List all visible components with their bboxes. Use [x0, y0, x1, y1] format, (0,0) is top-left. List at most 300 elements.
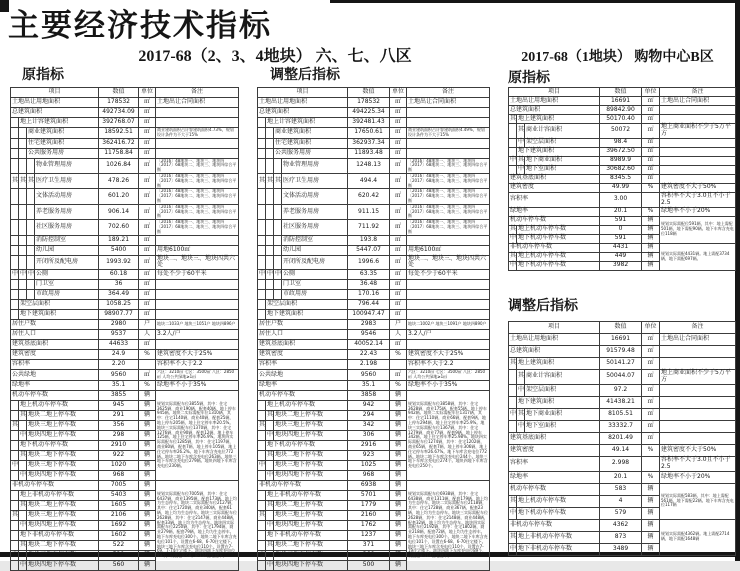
item-unit: 辆: [139, 520, 156, 530]
item-value: 39672.50: [600, 147, 642, 156]
item-label: 地下建筑面积: [19, 310, 99, 320]
item-label: 架空层面积: [19, 300, 99, 310]
item-remark: [407, 280, 490, 290]
item-unit: ㎡: [139, 128, 156, 139]
col-header-remark: 备注: [156, 88, 239, 98]
hierarchy-marker: 中: [518, 165, 525, 173]
item-value: 170.16: [348, 290, 390, 300]
hierarchy-marker: [27, 158, 35, 173]
item-value: 620.42: [348, 189, 390, 204]
hierarchy-marker: [509, 165, 517, 174]
item-unit: ㎡: [390, 148, 407, 158]
table-row: [509, 358, 736, 370]
hierarchy-marker: 中: [11, 270, 19, 280]
table-row: [258, 173, 490, 188]
right-group-subtitle: 2017-68（1地块） 购物中心B区: [521, 50, 714, 65]
item-remark: 规划实际需配4362辆。地上需配2714辆，地下需配1648辆: [660, 519, 736, 555]
hierarchy-marker: 中: [27, 270, 35, 280]
item-unit: ㎡: [390, 290, 407, 300]
item-value: 9560: [99, 370, 139, 381]
item-label: 文体活动用房: [282, 189, 348, 204]
hierarchy-marker: [266, 158, 274, 173]
item-value: 362937.34: [348, 138, 390, 148]
item-unit: 辆: [642, 507, 660, 519]
hierarchy-marker: [274, 220, 282, 235]
item-label: 社区服务用房: [35, 220, 99, 235]
hierarchy-marker: [258, 220, 266, 235]
hierarchy-marker: [266, 189, 274, 204]
item-value: 33332.7: [600, 420, 642, 432]
item-remark: 商业建筑面积占计容建筑面积4.49%，规划设计条件为不大于15%: [407, 128, 490, 139]
item-value: 591: [600, 216, 642, 225]
item-unit: ㎡: [642, 174, 660, 183]
hierarchy-marker: 其: [266, 173, 274, 188]
item-label: 公共绿地: [258, 370, 348, 381]
item-label: 架空层面积: [525, 138, 600, 147]
hierarchy-marker: [509, 420, 517, 432]
item-value: 2916: [348, 440, 390, 450]
item-unit: ㎡: [642, 408, 660, 420]
table-row: [11, 118, 239, 128]
item-label: 公厕: [35, 270, 99, 280]
hierarchy-marker: [258, 235, 266, 245]
hierarchy-marker: [258, 158, 266, 173]
item-remark: 〔2016〕48地块一、地块三、地块四〔2017〕68地块二、地块三、地块四综合平衡: [156, 204, 239, 219]
item-value: 291: [99, 410, 139, 420]
hierarchy-marker: [11, 148, 19, 158]
hierarchy-marker: [258, 118, 266, 128]
item-value: 36.48: [348, 280, 390, 290]
item-remark: 绿地率不小于20%: [660, 207, 736, 216]
item-value: 711.92: [348, 220, 390, 235]
hierarchy-marker: [19, 550, 27, 560]
item-remark: 〔2016〕48地块一、地块三、地块四〔2017〕68地块二、地块三、地块四综合平衡: [407, 189, 490, 204]
item-remark: 规划实际需配车位7005辆，其中：住宅6437辆，商业1395辆，配套173辆，地上均为生态停车。地块二实际需配车位2127辆，其中：住宅1720辆，商业340辆，配套61辆，地上均为生态停车。地块三实际需配车位2628辆，其中：住宅2147辆，商业448辆，配套33辆，地上均为生态停车。地块四实际需配车位2250辆，其中：住宅1794辆，商业279辆，配套79辆，地上均为生态停车。地下车库充电位300个。地块二地下车库含充电位101个，设置在6-68、6-70住宅楼下。地块三地下车库含充电位110个，设置在7-69、7-74住宅楼下。地块四地下车库充电位89个，设置在8-68、8-114住宅楼下。: [156, 480, 239, 570]
item-value: 5447.07: [348, 245, 390, 255]
header-row: [509, 88, 736, 97]
col-header-unit: 单位: [642, 88, 660, 97]
item-unit: 辆: [642, 519, 660, 531]
item-value: 24.9: [99, 350, 139, 360]
item-label: 地块二地上停车数: [27, 410, 99, 420]
hierarchy-marker: [27, 290, 35, 300]
item-label: 地块四地上停车数: [274, 520, 348, 530]
hierarchy-marker: [258, 520, 266, 530]
item-unit: ㎡: [139, 158, 156, 173]
item-remark: 〔2016〕48地块一、地块三、地块四〔2017〕68地块二、地块三、地块四综合平衡: [407, 158, 490, 173]
item-value: 20.1: [600, 471, 642, 483]
table-right-adjusted-indicators: [508, 321, 735, 556]
hierarchy-marker: [258, 540, 266, 550]
item-label: 住宅建筑面积: [27, 138, 99, 148]
item-label: 地块四地下停车数: [27, 470, 99, 480]
item-label: 地块四地上停车数: [27, 430, 99, 440]
table-row: [11, 148, 239, 158]
item-remark: [156, 340, 239, 350]
item-value: 5400: [99, 245, 139, 255]
item-value: 9537: [99, 330, 139, 340]
table-row: [11, 108, 239, 118]
hierarchy-marker: 其: [509, 358, 517, 370]
item-remark: 用地6100㎡: [156, 245, 239, 255]
item-value: 4362: [600, 519, 642, 531]
hierarchy-marker: [509, 124, 517, 139]
item-value: 1058.25: [99, 300, 139, 310]
item-value: 16691: [600, 334, 642, 346]
item-unit: ㎡: [390, 370, 407, 381]
col-header-item: 项目: [258, 88, 348, 98]
item-unit: %: [390, 380, 407, 390]
item-value: 362416.72: [99, 138, 139, 148]
hierarchy-marker: [266, 460, 274, 470]
hierarchy-marker: 其: [258, 510, 266, 520]
item-remark: 地上商业面积不少于5万平方: [660, 370, 736, 385]
hierarchy-marker: 中: [510, 234, 517, 242]
table-row: [509, 471, 736, 483]
item-value: 9560: [348, 370, 390, 381]
item-remark: [156, 138, 239, 148]
hierarchy-marker: 其: [11, 420, 19, 430]
item-label: 容积率: [509, 192, 600, 207]
item-unit: 户: [139, 320, 156, 330]
item-label: 机动车停车数: [258, 390, 348, 400]
item-label: 总建筑面积: [11, 108, 99, 118]
table-row: [258, 390, 490, 400]
hierarchy-marker: [19, 255, 27, 270]
item-unit: 辆: [642, 261, 660, 270]
item-label: 商业建筑面积: [274, 128, 348, 139]
table-row: [509, 147, 736, 156]
item-remark: [660, 420, 736, 432]
item-value: 968: [348, 470, 390, 480]
item-value: 1026.84: [99, 158, 139, 173]
item-label: 地下机动车停车数: [517, 507, 600, 519]
hierarchy-marker: [19, 290, 27, 300]
item-value: 923: [348, 450, 390, 460]
table-row: [11, 320, 239, 330]
item-remark: 地上商业面积不少于5万平方: [660, 124, 736, 139]
item-unit: ㎡: [139, 245, 156, 255]
item-label: 地上非机动车停车数: [266, 490, 348, 500]
item-value: 3982: [600, 261, 642, 270]
item-label: 商业计容面积: [525, 370, 600, 385]
item-unit: 人: [139, 330, 156, 340]
item-label: 地下室面积: [525, 165, 600, 174]
item-value: 494.4: [348, 173, 390, 188]
item-value: 3.00: [600, 192, 642, 207]
item-remark: 〔2016〕48地块一、地块三、地块四〔2017〕68地块二、地块三、地块四综合平衡: [156, 173, 239, 188]
item-label: 地上非机动车停车数: [19, 490, 99, 500]
item-label: 绿地率: [509, 207, 600, 216]
hierarchy-marker: [19, 204, 27, 219]
item-value: 392481.43: [348, 118, 390, 128]
sheet-border-top: [330, 0, 740, 3]
item-label: 地上计容建筑面积: [266, 118, 348, 128]
item-value: 100947.47: [348, 310, 390, 320]
item-unit: ㎡: [390, 108, 407, 118]
item-unit: ㎡: [139, 204, 156, 219]
item-unit: ㎡: [390, 189, 407, 204]
item-remark: 容积率不大于3.0且不小于2.5: [660, 192, 736, 207]
item-unit: ㎡: [390, 280, 407, 290]
item-label: 绿地率: [509, 471, 600, 483]
item-unit: ㎡: [642, 420, 660, 432]
item-remark: 土地出让合同面积: [156, 98, 239, 108]
item-value: 98.4: [600, 138, 642, 147]
table-row: [509, 106, 736, 115]
item-unit: ㎡: [139, 148, 156, 158]
hierarchy-marker: [19, 235, 27, 245]
indicator-table: [10, 87, 239, 571]
item-value: 1602: [99, 530, 139, 540]
item-label: 地上机动车停车数: [266, 400, 348, 410]
item-remark: [156, 118, 239, 128]
item-remark: 〔2016〕48地块一、地块三、地块四〔2017〕68地块二、地块三、地块四综合平衡: [407, 220, 490, 235]
item-unit: 辆: [642, 216, 660, 225]
item-label: 地块二地下停车数: [27, 540, 99, 550]
item-remark: 〔2016〕48地块一、地块三、地块四〔2017〕68地块二、地块三、地块四综合平衡: [156, 158, 239, 173]
item-value: 36: [99, 280, 139, 290]
item-unit: 辆: [390, 470, 407, 480]
item-remark: [156, 310, 239, 320]
item-label: 幼儿园: [35, 245, 99, 255]
item-value: 306: [348, 430, 390, 440]
item-value: 1692: [99, 520, 139, 530]
right-original-section-label: 原指标: [508, 71, 550, 86]
item-unit: 辆: [390, 430, 407, 440]
item-unit: ㎡: [390, 128, 407, 139]
table-row: [11, 310, 239, 320]
item-value: 494225.34: [348, 108, 390, 118]
item-unit: ㎡: [139, 98, 156, 108]
item-remark: 土地出让合同面积: [407, 98, 490, 108]
hierarchy-marker: 中: [19, 520, 27, 530]
item-label: 物业管理用房: [282, 158, 348, 173]
table-row: [509, 207, 736, 216]
hierarchy-marker: 中: [11, 550, 19, 560]
item-unit: 辆: [390, 400, 407, 410]
table-row: [11, 270, 239, 280]
item-unit: 辆: [390, 540, 407, 550]
table-row: [258, 118, 490, 128]
item-value: 8989.9: [600, 156, 642, 165]
hierarchy-marker: 其: [509, 531, 517, 543]
item-unit: ㎡: [642, 156, 660, 165]
table-row: [258, 280, 490, 290]
item-label: 建筑密度: [509, 444, 600, 456]
table-row: [258, 148, 490, 158]
item-remark: [660, 138, 736, 147]
item-value: 911.15: [348, 204, 390, 219]
hierarchy-marker: [266, 280, 274, 290]
item-label: 机动车停车数: [509, 483, 600, 495]
hierarchy-marker: [11, 490, 19, 500]
item-unit: ㎡: [139, 310, 156, 320]
table-row: [509, 408, 736, 420]
item-unit: ㎡: [139, 280, 156, 290]
item-value: 41438.21: [600, 396, 642, 408]
item-unit: 辆: [642, 495, 660, 507]
hierarchy-marker: 中: [19, 430, 27, 440]
item-unit: ㎡: [139, 340, 156, 350]
item-unit: ㎡: [390, 235, 407, 245]
item-unit: 辆: [139, 410, 156, 420]
item-remark: 六区：3210㎡ 七区：3500㎡ 八区：2850㎡ 人均公共绿地≥1㎡: [407, 370, 490, 381]
item-label: 地块三地下停车数: [27, 550, 99, 560]
hierarchy-marker: [274, 245, 282, 255]
item-remark: [407, 235, 490, 245]
item-unit: 辆: [390, 510, 407, 520]
item-remark: 容积率不大于2.2: [407, 360, 490, 370]
col-header-remark: 备注: [407, 88, 490, 98]
item-remark: [660, 396, 736, 408]
hierarchy-marker: [274, 189, 282, 204]
table-row: [258, 270, 490, 280]
item-value: 560: [99, 560, 139, 570]
hierarchy-marker: [19, 138, 27, 148]
item-value: 2.998: [600, 456, 642, 471]
item-label: 土地出让用地面积: [509, 97, 600, 106]
hierarchy-marker: [11, 530, 19, 540]
hierarchy-marker: [258, 128, 266, 139]
item-unit: 辆: [390, 460, 407, 470]
table-row: [258, 138, 490, 148]
item-value: 3855: [99, 390, 139, 400]
item-unit: %: [642, 183, 660, 192]
item-label: 公共服务用房: [274, 148, 348, 158]
table-row: [509, 432, 736, 444]
hierarchy-marker: [258, 310, 266, 320]
hierarchy-marker: [509, 396, 517, 408]
hierarchy-marker: [11, 440, 19, 450]
item-remark: 每处不少于60平米: [156, 270, 239, 280]
hierarchy-marker: 中: [19, 270, 27, 280]
table-row: [258, 290, 490, 300]
table-row: [11, 280, 239, 290]
item-unit: ㎡: [390, 158, 407, 173]
item-unit: ㎡: [139, 235, 156, 245]
item-label: 地下建筑面积: [517, 396, 600, 408]
item-remark: 规划实际需配583辆，其中：地上需配561辆，地下需配22辆。地下车库含充电位117辆: [660, 483, 736, 519]
table-row: [258, 320, 490, 330]
item-unit: ㎡: [139, 189, 156, 204]
item-unit: ㎡: [390, 300, 407, 310]
item-label: 养老服务用房: [282, 204, 348, 219]
item-unit: ㎡: [390, 173, 407, 188]
item-value: 11893.48: [348, 148, 390, 158]
hierarchy-marker: 其: [258, 173, 266, 188]
table-row: [509, 183, 736, 192]
item-value: 35.1: [99, 380, 139, 390]
item-value: 922: [99, 450, 139, 460]
table-left-original-indicators: [10, 87, 238, 571]
item-value: 583: [600, 483, 642, 495]
item-label: 地块二地上停车数: [274, 500, 348, 510]
item-value: 6938: [348, 480, 390, 490]
item-unit: ㎡: [139, 270, 156, 280]
item-label: 架空层面积: [266, 300, 348, 310]
item-label: 市政用房: [282, 290, 348, 300]
item-unit: 辆: [390, 530, 407, 540]
item-value: 796.44: [348, 300, 390, 310]
item-label: 容积率: [509, 456, 600, 471]
table-row: [258, 189, 490, 204]
item-value: 392768.07: [99, 118, 139, 128]
item-label: 地下建筑面积: [266, 310, 348, 320]
item-label: 地下室面积: [525, 420, 600, 432]
item-remark: [156, 148, 239, 158]
hierarchy-marker: [19, 510, 27, 520]
item-remark: 容积率不大于2.2: [156, 360, 239, 370]
item-remark: [407, 148, 490, 158]
item-label: 地下机动车停车数: [517, 261, 600, 270]
item-label: 地上机动车停车数: [517, 225, 600, 234]
item-remark: 地块二、地块三、地块四共六处: [407, 255, 490, 270]
item-unit: ㎡: [642, 384, 660, 396]
hierarchy-marker: 其: [11, 173, 19, 188]
item-unit: ㎡: [139, 290, 156, 300]
hierarchy-marker: 中: [266, 430, 274, 440]
item-label: 消防控制室: [282, 235, 348, 245]
table-row: [509, 346, 736, 358]
hierarchy-marker: [258, 430, 266, 440]
hierarchy-marker: 中: [517, 420, 525, 432]
item-unit: 辆: [139, 560, 156, 570]
item-unit: ㎡: [139, 255, 156, 270]
item-unit: ㎡: [139, 220, 156, 235]
hierarchy-marker: [11, 138, 19, 148]
item-remark: 〔2016〕48地块一、地块三、地块四〔2017〕68地块二、地块三、地块四综合平衡: [407, 204, 490, 219]
item-unit: 辆: [642, 252, 660, 261]
hierarchy-marker: [258, 280, 266, 290]
item-unit: ㎡: [390, 138, 407, 148]
hierarchy-marker: [258, 255, 266, 270]
hierarchy-marker: 中: [266, 560, 274, 570]
hierarchy-marker: [258, 189, 266, 204]
item-value: 50072: [600, 124, 642, 139]
item-label: 总建筑面积: [509, 106, 600, 115]
hierarchy-marker: 其: [266, 450, 274, 460]
item-label: 非机动车停车数: [11, 480, 99, 490]
hierarchy-marker: [11, 400, 19, 410]
item-unit: 辆: [139, 490, 156, 500]
hierarchy-marker: [509, 138, 517, 147]
hierarchy-marker: 其: [266, 410, 274, 420]
item-remark: [407, 118, 490, 128]
item-value: 1237: [348, 530, 390, 540]
item-label: 开闭所及配电房: [282, 255, 348, 270]
item-label: 医疗卫生用房: [35, 173, 99, 188]
table-row: [258, 98, 490, 108]
item-value: 50141.27: [600, 358, 642, 370]
item-value: 1248.13: [348, 158, 390, 173]
hierarchy-marker: [258, 410, 266, 420]
item-label: 地块四地下停车数: [27, 560, 99, 570]
hierarchy-marker: [274, 280, 282, 290]
item-value: 3858: [348, 390, 390, 400]
hierarchy-marker: 中: [518, 138, 525, 146]
item-remark: [156, 290, 239, 300]
item-label: 地下商业面积: [525, 156, 600, 165]
hierarchy-marker: [274, 235, 282, 245]
item-value: 500: [348, 560, 390, 570]
item-remark: 地块二1033户 地块三1051户 地块四896户: [156, 320, 239, 330]
item-remark: 3.2人/户: [156, 330, 239, 340]
table-row: [11, 220, 239, 235]
indicator-table: [508, 321, 736, 556]
item-unit: ㎡: [390, 270, 407, 280]
item-unit: 辆: [390, 480, 407, 490]
